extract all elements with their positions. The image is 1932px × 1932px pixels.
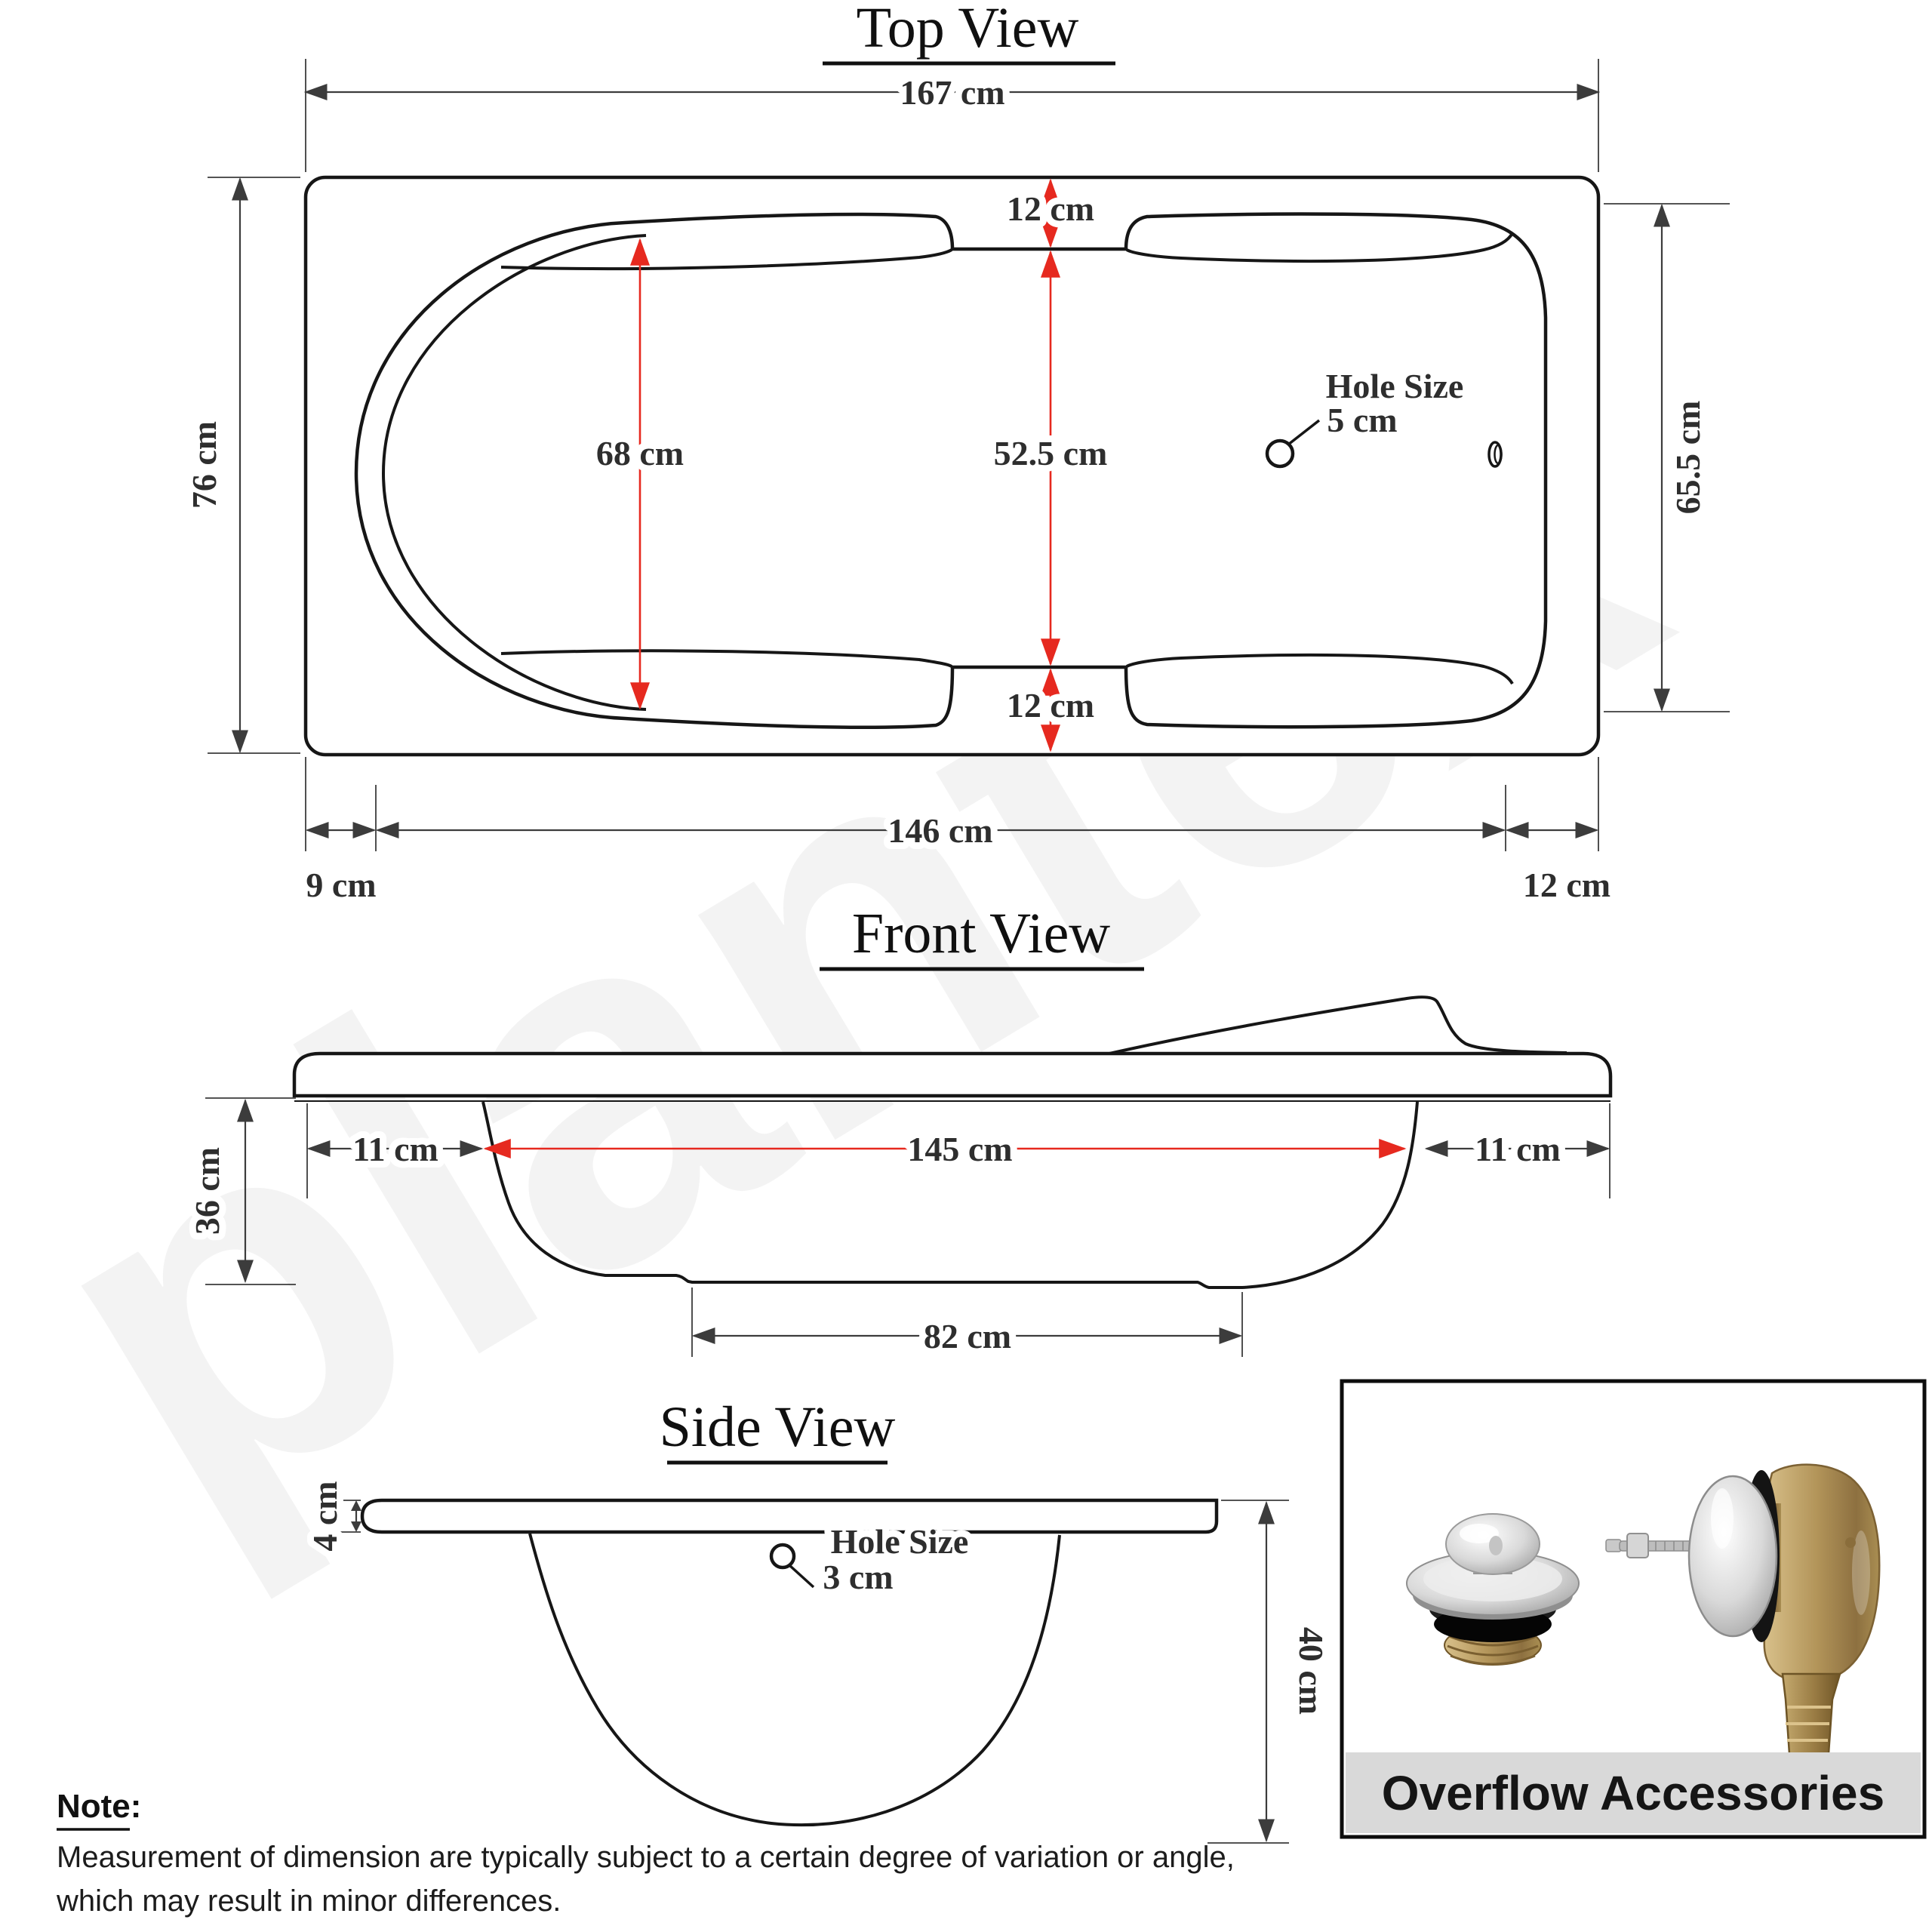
dim-total-length-label: 167 cm — [900, 73, 1005, 112]
dim-front-deck-left-label: 11 cm — [352, 1130, 438, 1168]
side-drain-hole-label: Hole Size — [830, 1522, 969, 1561]
dim-gap-bottom-label: 12 cm — [1006, 686, 1095, 724]
note-line-2: which may result in minor differences. — [57, 1884, 561, 1918]
front-view-title: Front View — [851, 902, 1111, 965]
dim-head-width-label: 68 cm — [595, 434, 685, 472]
side-drain-hole-size: 3 cm — [823, 1558, 894, 1596]
top-view-title: Top View — [856, 0, 1079, 60]
dim-seat-width-label: 52.5 cm — [993, 434, 1108, 472]
front-rim-bar — [294, 1054, 1611, 1096]
side-view-title: Side View — [659, 1395, 896, 1459]
dim-front-deck-right-11 — [1426, 1103, 1610, 1198]
note-heading: Note: — [57, 1788, 142, 1825]
tub-basin-outline — [356, 214, 1546, 728]
side-body-profile — [530, 1534, 1060, 1825]
dim-inner-width-label: 65.5 cm — [1669, 400, 1707, 515]
drain-hole-size: 5 cm — [1327, 401, 1398, 439]
dim-front-inner-length-label: 145 cm — [907, 1130, 1013, 1168]
dim-inner-length-label: 146 cm — [888, 811, 993, 850]
dim-front-height-label: 36 cm — [188, 1146, 226, 1235]
dim-side-depth-label: 40 cm — [1292, 1626, 1331, 1715]
overflow-accessories-panel — [1342, 1381, 1924, 1837]
dim-side-rim-label: 4 cm — [306, 1481, 344, 1552]
dim-total-width-label: 76 cm — [185, 420, 223, 509]
dim-gap-top-label: 12 cm — [1006, 189, 1095, 228]
side-drain-hole — [771, 1545, 794, 1567]
dim-total-length-167 — [306, 59, 1598, 172]
accessories-caption: Overflow Accessories — [1381, 1766, 1885, 1820]
side-rim-bar — [362, 1500, 1217, 1532]
dim-offset-left-label: 9 cm — [306, 866, 377, 904]
drain-hole-label: Hole Size — [1325, 367, 1464, 405]
dim-front-base-label: 82 cm — [923, 1317, 1012, 1355]
note-line-1: Measurement of dimension are typically subject to a certain degree of variation or angle, — [57, 1841, 1235, 1874]
dim-front-deck-right-label: 11 cm — [1475, 1130, 1561, 1168]
side-drain-hole-leader — [789, 1565, 814, 1587]
dim-side-depth-40 — [1208, 1500, 1331, 1843]
note-block — [56, 1788, 1235, 1918]
dim-offset-right-label: 12 cm — [1522, 866, 1611, 904]
dim-total-width-76 — [185, 177, 300, 753]
